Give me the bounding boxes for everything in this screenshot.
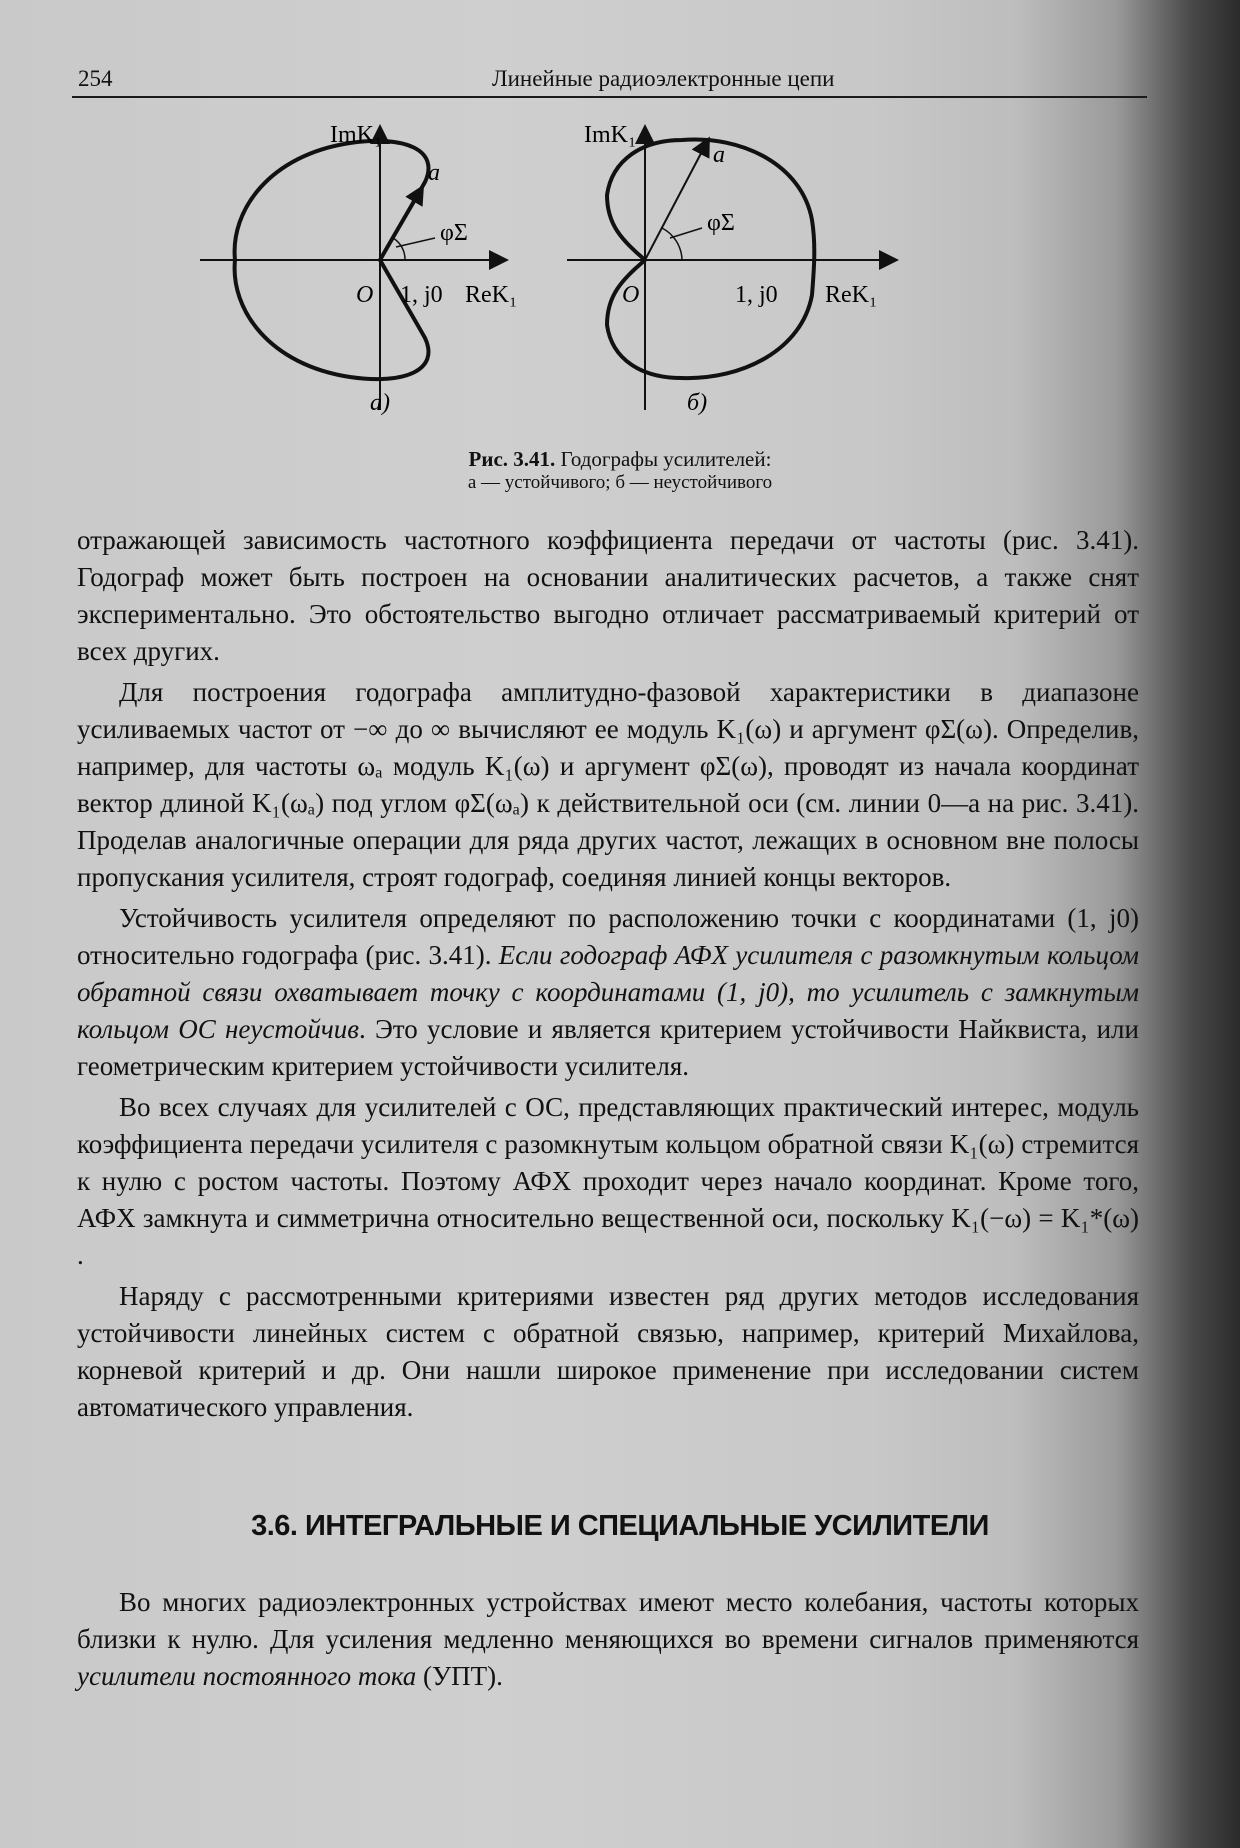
section-text: [77, 1584, 1139, 1695]
vector-label-left: a: [428, 160, 440, 186]
angle-label-right: φΣ: [707, 210, 735, 236]
point-label-left: 1, j0: [400, 282, 443, 308]
paragraph-3-end: . Это условие и является критерием устойчивости Найквиста, или геометрическим критерием устойчивости усилителя.: [77, 1014, 1139, 1081]
body-text: [77, 522, 1139, 1430]
running-title: Линейные радиоэлектронные цепи: [492, 66, 835, 91]
vector-a-left: [380, 188, 422, 260]
angle-arc-left: [393, 238, 405, 260]
origin-label-right: O: [622, 282, 640, 308]
paragraph-5: Наряду с рассмотренными критериями известен ряд других методов исследования устойчивости линейных систем с обратной связью, например, критерий Михайлова, корневой критерий и др. Они нашли широкое применение при исследовании систем автоматического управления.: [77, 1281, 1139, 1422]
caption-title: Годографы усилителей:: [560, 447, 772, 471]
angle-leader-left: [396, 238, 435, 247]
hodograph-unstable: [567, 122, 895, 416]
figure-caption: [0, 447, 1240, 495]
angle-leader-right: [670, 228, 702, 238]
section-paragraph-start: Во многих радиоэлектронных устройствах имеют место колебания, частоты которых близки к нулю. Для усиления медленно меняющихся во времени сигналов применяются: [77, 1587, 1139, 1654]
page-header: [72, 66, 1147, 98]
nyquist-criterion-italic: Если годограф АФХ усилителя с разомкнутым кольцом обратной связи охватывает точку с координатами (1, j0), то усилитель с замкнутым кольцом ОС неустойчив: [77, 940, 1139, 1044]
re-axis-label-right: ReK₁: [825, 282, 878, 308]
paragraph-3: [77, 900, 1139, 1085]
point-label-right: 1, j0: [735, 282, 778, 308]
dc-amplifier-term: усилители постоянного тока: [77, 1661, 417, 1691]
section-paragraph-end: (УПТ).: [416, 1661, 503, 1691]
im-axis-label-right: ImK₁: [584, 122, 637, 148]
caption-subtitle: а — устойчивого; б — неустойчивого: [467, 472, 773, 493]
page-number: 254: [78, 66, 113, 91]
paragraph-3-start: Устойчивость усилителя определяют по расположению точки с координатами (1, j0) относительно годографа (рис. 3.41).: [77, 903, 1139, 970]
paragraph-1: отражающей зависимость частотного коэффициента передачи от частоты (рис. 3.41). Годограф может быть построен на основании аналитических расчетов, а также снят экспериментально. Это обстоятельство выгодно отличает рассматриваемый критерий от всех других.: [77, 525, 1139, 666]
origin-label-left: O: [356, 282, 374, 308]
vector-label-right: a: [713, 142, 725, 168]
angle-arc-right: [662, 228, 682, 260]
caption-number: Рис. 3.41.: [468, 447, 556, 471]
panel-label-right: б): [687, 390, 708, 416]
re-axis-label-left: ReK₁: [465, 282, 518, 308]
angle-label-left: φΣ: [440, 220, 468, 246]
im-axis-label-left: ImK₁: [330, 122, 383, 148]
paragraph-4: Во всех случаях для усилителей с ОС, представляющих практический интерес, модуль коэффициента передачи усилителя с разомкнутым кольцом обратной связи K₁(ω) стремится к нулю с ростом частоты. Поэтому АФХ проходит через начало координат. Кроме того, АФХ замкнута и симметрична относительно вещественной оси, поскольку K₁(−ω) = K₁*(ω) .: [77, 1092, 1139, 1270]
hodograph-figure: [200, 110, 1020, 430]
paragraph-2: Для построения годографа амплитудно-фазовой характеристики в диапазоне усиливаемых частот от −∞ до ∞ вычисляют ее модуль K₁(ω) и аргумент φΣ(ω). Определив, например, для частоты ωₐ модуль K₁(ω) и аргумент φΣ(ω), проводят из начала координат вектор длиной K₁(ωₐ) под углом φΣ(ωₐ) к действительной оси (см. линии 0—а на рис. 3.41). Проделав аналогичные операции для ряда других частот, лежащих в основном вне полосы пропускания усилителя, строят годограф, соединяя линией концы векторов.: [77, 677, 1139, 892]
section-paragraph-1: [77, 1584, 1139, 1695]
hodograph-curve-right: [607, 139, 814, 378]
section-heading: 3.6. ИНТЕГРАЛЬНЫЕ И СПЕЦИАЛЬНЫЕ УСИЛИТЕЛИ: [251, 1510, 989, 1542]
hodograph-stable: [200, 122, 517, 416]
panel-label-left: а): [370, 390, 390, 416]
